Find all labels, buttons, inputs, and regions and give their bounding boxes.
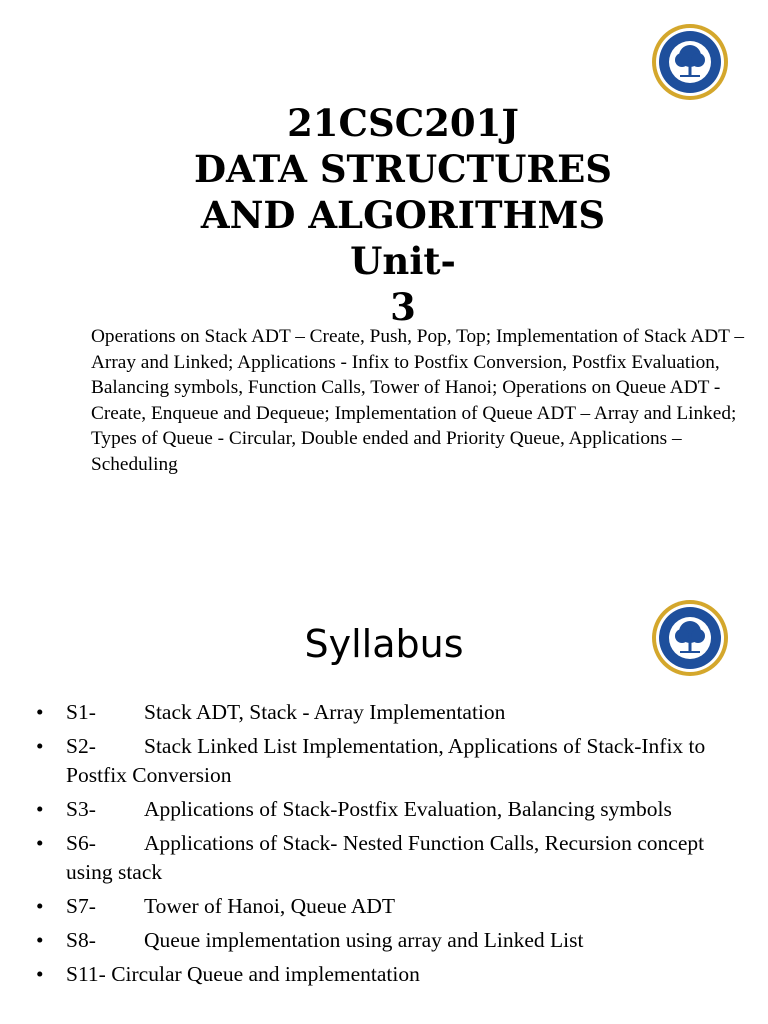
bullet-icon: • xyxy=(36,700,44,724)
list-item xyxy=(0,732,768,790)
institute-seal-icon xyxy=(650,22,730,102)
list-item xyxy=(0,892,768,921)
session-topic: Stack Linked List Implementation, Applications of Stack-Infix to Postfix Conversion xyxy=(66,734,706,787)
syllabus-list xyxy=(0,698,768,994)
list-item xyxy=(0,698,768,727)
session-topic: Circular Queue and implementation xyxy=(111,962,420,986)
session-topic: Stack ADT, Stack - Array Implementation xyxy=(144,700,506,724)
bullet-icon: • xyxy=(36,734,44,758)
title-line: DATA STRUCTURES xyxy=(193,147,613,191)
slide-syllabus xyxy=(0,580,768,1024)
title-line: 21CSC201J xyxy=(287,101,519,145)
session-code: S8- xyxy=(66,928,96,952)
course-title xyxy=(150,100,656,330)
unit-description: Operations on Stack ADT – Create, Push, Pop, Top; Implementation of Stack ADT – Array and Linked; Applications - Infix to Postfix Conversion, Postfix Evaluation, Balancing symbols, Function Calls, Tower of Hanoi; Operations on Queue ADT - Create, Enqueue and Dequeue; Implementation of Queue ADT – Array and Linked; Types of Queue - Circular, Double ended and Priority Queue, Applications – Scheduling xyxy=(91,326,745,475)
list-item xyxy=(0,960,768,989)
session-topic: Queue implementation using array and Linked List xyxy=(144,928,584,952)
title-line: Unit- xyxy=(350,239,456,283)
list-item xyxy=(0,829,768,887)
bullet-icon: • xyxy=(36,831,44,855)
syllabus-heading: Syllabus xyxy=(304,622,464,666)
session-code: S2- xyxy=(66,734,96,758)
title-line: 3 xyxy=(390,285,416,329)
bullet-icon: • xyxy=(36,928,44,952)
session-code: S3- xyxy=(66,797,96,821)
title-line: AND ALGORITHMS xyxy=(200,193,606,237)
bullet-icon: • xyxy=(36,962,44,986)
session-topic: Applications of Stack-Postfix Evaluation, Balancing symbols xyxy=(144,797,672,821)
list-item xyxy=(0,926,768,955)
session-topic: Tower of Hanoi, Queue ADT xyxy=(144,894,396,918)
session-code: S7- xyxy=(66,894,96,918)
session-code: S1- xyxy=(66,700,96,724)
session-topic: Applications of Stack- Nested Function Calls, Recursion concept using stack xyxy=(66,831,705,884)
list-item xyxy=(0,795,768,824)
session-code: S6- xyxy=(66,831,96,855)
bullet-icon: • xyxy=(36,797,44,821)
bullet-icon: • xyxy=(36,894,44,918)
session-code: S11- xyxy=(66,962,106,986)
